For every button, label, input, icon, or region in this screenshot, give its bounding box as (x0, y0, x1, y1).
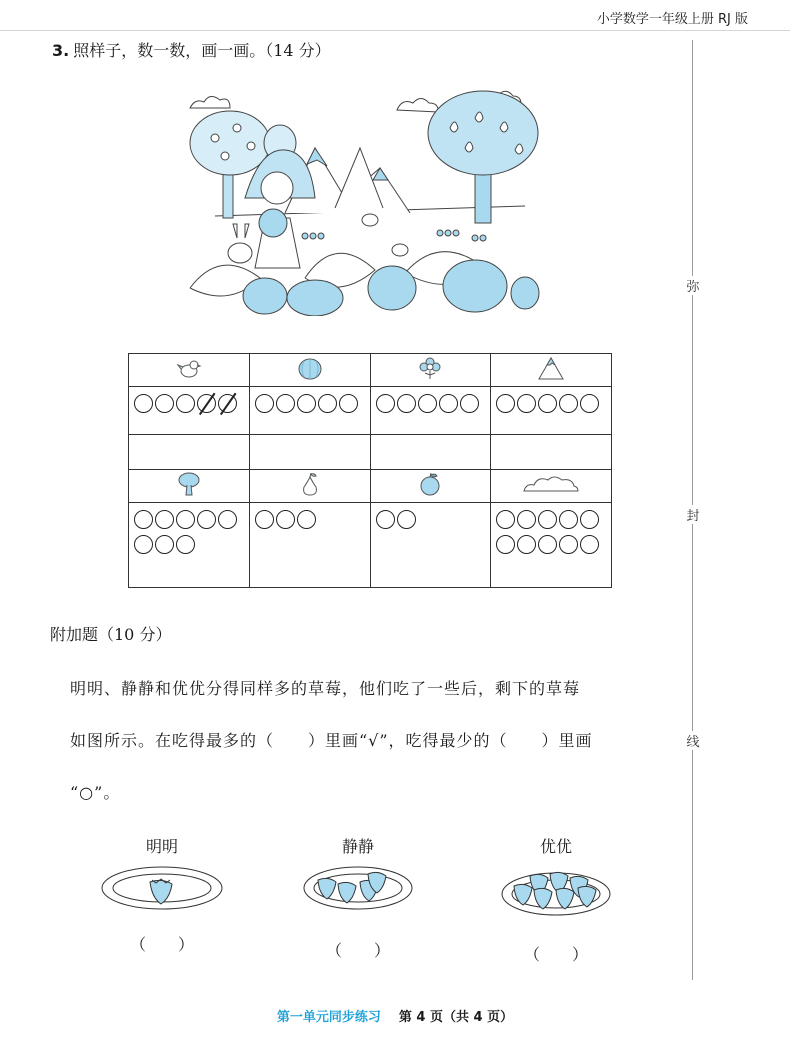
answer-circle (397, 394, 416, 413)
crossed-circle (197, 394, 216, 413)
cloud-icon (521, 473, 581, 495)
answer-circle (580, 535, 599, 554)
circle-row-2 (129, 502, 612, 587)
answer-circle (538, 535, 557, 554)
circle-cell (491, 502, 612, 587)
answer-paren-jingjing[interactable]: （ ） (325, 941, 390, 960)
icon-cell (491, 354, 612, 387)
circle-group (495, 393, 607, 418)
answer-circle (297, 510, 316, 529)
circle-group (133, 393, 245, 418)
footer-unit: 第一单元同步练习 (276, 1010, 381, 1025)
answer-circle (580, 394, 599, 413)
answer-circle (134, 510, 153, 529)
answer-circle (297, 394, 316, 413)
cloud-shape (190, 96, 230, 108)
plate-jingjing (302, 864, 414, 912)
answer-circle (276, 394, 295, 413)
header-rule (0, 30, 790, 31)
answer-paren-mingming[interactable]: （ ） (129, 935, 194, 954)
circle-group (133, 509, 245, 559)
circle-group (254, 509, 366, 534)
circle-cell (129, 502, 250, 587)
bonus-line-3: “○”。 (70, 783, 121, 802)
scene-illustration (185, 88, 540, 316)
circle-cell (491, 387, 612, 435)
binding-char-2: 封 (685, 505, 701, 524)
answer-circle (517, 535, 536, 554)
plate-mingming (100, 864, 225, 912)
answer-circle (155, 510, 174, 529)
icon-row-2 (129, 469, 612, 502)
plate-name-mingming: 明明 (145, 837, 178, 856)
answer-circle (255, 510, 274, 529)
circle-group (375, 393, 487, 418)
answer-circle (155, 394, 174, 413)
plate-youyou (500, 864, 612, 920)
question-number: 3. (52, 41, 70, 60)
circle-group (254, 393, 366, 418)
bonus-title: 附加题（10 分） (50, 625, 172, 644)
circle-cell (129, 387, 250, 435)
icon-cell (129, 469, 250, 502)
question-3-title (52, 38, 331, 61)
page-footer (0, 1006, 790, 1025)
answer-circle (580, 510, 599, 529)
question-text: 照样子，数一数，画一画。（14 分） (73, 41, 331, 60)
tree-icon (176, 471, 202, 497)
cloud-shape (397, 99, 438, 113)
plate-name-youyou: 优优 (539, 837, 572, 856)
answer-circle (517, 394, 536, 413)
bonus-line-2: 如图所示。在吃得最多的（ ）里画“√”，吃得最少的（ ）里画 (70, 731, 593, 750)
answer-circle (218, 510, 237, 529)
answer-circle (255, 394, 274, 413)
answer-circle (339, 394, 358, 413)
answer-circle (496, 510, 515, 529)
counting-table (128, 353, 612, 588)
header-title: 小学数学一年级上册 RJ 版 (596, 12, 748, 27)
answer-circle (376, 510, 395, 529)
answer-circle (176, 510, 195, 529)
answer-circle (397, 510, 416, 529)
answer-circle (496, 535, 515, 554)
binding-char-1: 弥 (685, 276, 701, 295)
answer-circle (418, 394, 437, 413)
answer-circle (134, 394, 153, 413)
answer-circle (559, 535, 578, 554)
icon-cell (249, 469, 370, 502)
circle-group (375, 509, 487, 534)
footer-page: 第 4 页（共 4 页） (398, 1010, 514, 1025)
icon-cell (370, 469, 491, 502)
answer-circle (318, 394, 337, 413)
answer-circle (460, 394, 479, 413)
answer-circle (559, 510, 578, 529)
bird-icon (176, 355, 202, 381)
circle-group (495, 509, 607, 559)
icon-cell (249, 354, 370, 387)
circle-cell (249, 502, 370, 587)
answer-circle (538, 510, 557, 529)
answer-circle (538, 394, 557, 413)
circle-cell (249, 387, 370, 435)
flower-icon (417, 355, 443, 381)
circle-cell (370, 502, 491, 587)
binding-char-3: 线 (685, 731, 701, 750)
icon-cell (370, 354, 491, 387)
answer-circle (276, 510, 295, 529)
answer-circle (376, 394, 395, 413)
answer-circle (517, 510, 536, 529)
circle-row-1 (129, 387, 612, 435)
answer-circle (559, 394, 578, 413)
mountain-icon (537, 355, 565, 381)
answer-circle (176, 394, 195, 413)
apple-icon (418, 471, 442, 497)
icon-cell (129, 354, 250, 387)
answer-circle (496, 394, 515, 413)
icon-cell (491, 469, 612, 502)
answer-circle (134, 535, 153, 554)
answer-circle (176, 535, 195, 554)
pumpkin-icon (297, 355, 323, 381)
plate-name-jingjing: 静静 (341, 837, 374, 856)
answer-circle (197, 510, 216, 529)
circle-cell (370, 387, 491, 435)
answer-circle (155, 535, 174, 554)
answer-paren-youyou[interactable]: （ ） (523, 945, 588, 964)
bonus-line-1: 明明、静静和优优分得同样多的草莓，他们吃了一些后，剩下的草莓 (70, 679, 581, 698)
icon-row-1 (129, 354, 612, 387)
spacer-row (129, 434, 612, 469)
answer-circle (439, 394, 458, 413)
pear-icon (300, 471, 320, 497)
crossed-circle (218, 394, 237, 413)
